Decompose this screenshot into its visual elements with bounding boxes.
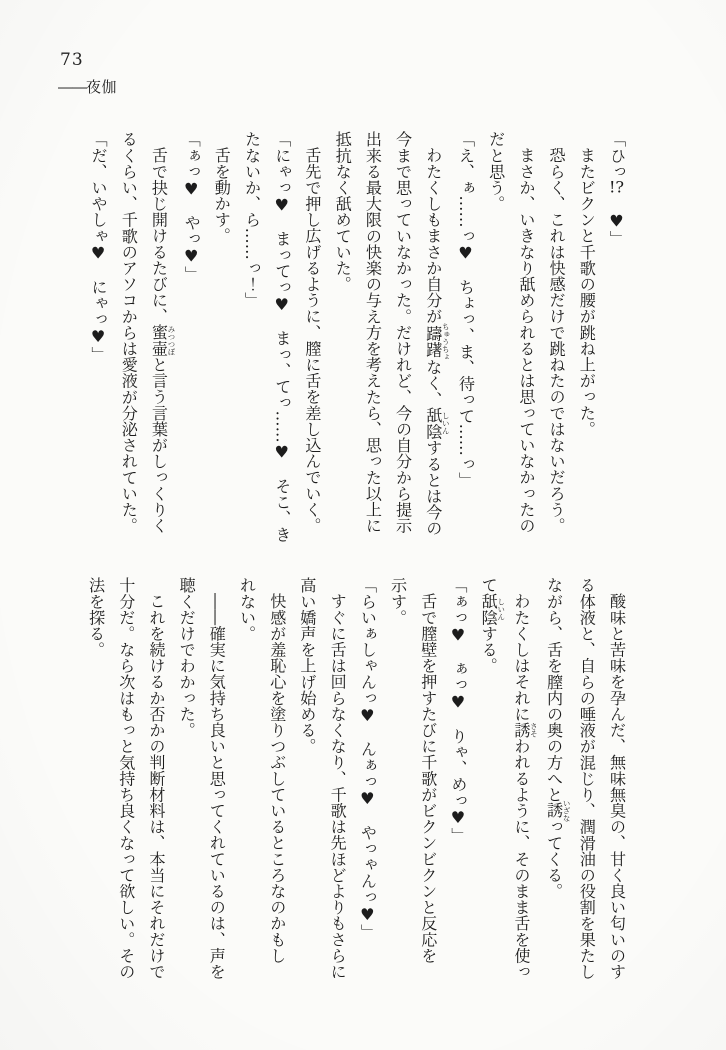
text-line: まさか、いきなり舐められるとは思っていなかったの — [516, 147, 536, 534]
text-line: わたくしはそれに誘 さそわれるように、そのまま舌を使っ — [511, 593, 539, 980]
running-head-dash: ―― — [58, 78, 86, 96]
text-line: ――確実に気持ち良いと思ってくれているのは、声を — [206, 593, 226, 980]
text-line: すぐに舌は回らなくなり、千歌は先ほどよりもさらに — [327, 593, 347, 980]
ruby-annotated-word: 誘 いざな — [544, 799, 572, 822]
ruby-annotated-word: 蜜壷 みつつぼ — [148, 324, 176, 357]
running-head-title: 夜伽 — [86, 78, 118, 96]
text-line: て舐陰 しいんする。 — [478, 577, 506, 674]
text-block-lower — [86, 577, 631, 981]
text-line: わたくしもまさか自分が躊躇 ちゅうちょなく、舐陰 しいんするとは今の — [423, 147, 451, 537]
text-line: 舌先で押し広げるように、膣に舌を差し込んでいく。 — [302, 147, 322, 534]
text-line: またビクンと千歌の腰が跳ね上がった。 — [576, 147, 596, 437]
ruby-annotated-word: 舐陰 しいん — [478, 593, 506, 626]
text-line: 「にゃっ♥ まってっ♥ まっ、てっ……♥ そこ、き — [272, 131, 292, 543]
text-line: 今まで思っていなかった。だけれど、今の自分から提示 — [393, 131, 413, 534]
text-line: 「ひっ!? ♥」 — [607, 131, 626, 247]
text-line: るくらい、千歌のアソコからは愛液が分泌されていた。 — [118, 131, 138, 534]
ruby-annotated-word: 舐陰 しいん — [423, 407, 451, 440]
text-line: 舌を動かす。 — [211, 147, 231, 244]
text-line: 恐らく、これは快感だけで跳ねたのではないだろう。 — [546, 147, 566, 534]
text-line: 「ぁっ♥ ぁっ♥ りゃ、めっ♥」 — [448, 577, 468, 844]
text-line: ながら、舌を膣内の奥の方へと誘 いざなってくる。 — [544, 577, 572, 900]
tate-chu-yoko: !? — [608, 179, 625, 196]
text-line: 高い嬌声を上げ始める。 — [297, 577, 317, 755]
text-line: る体液と、自らの唾液が混じり、潤滑油の役割を果たし — [576, 577, 596, 980]
text-line: 十分だ。なら次はもっと気持ち良くなって欲しい。その — [116, 577, 136, 980]
text-line: 聴くだけでわかった。 — [176, 577, 196, 738]
running-head — [58, 76, 117, 97]
text-line: 抵抗なく舐めていた。 — [332, 131, 352, 292]
text-line: 「だ、いやしゃ♥ にゃっ♥」 — [88, 131, 108, 363]
text-line: れない。 — [237, 577, 257, 642]
text-line: たないか、ら……っ！」 — [242, 131, 262, 309]
text-line: 「ぁっ♥ やっ♥」 — [181, 131, 201, 282]
text-line: 法を探る。 — [86, 577, 106, 658]
text-line: 舌で膣壁を押すたびに千歌がビクンビクンと反応を — [418, 593, 438, 964]
text-line: 「え、ぁ……っ♥ ちょっ、ま、待って……っ」 — [455, 131, 475, 489]
page-number: 73 — [60, 50, 84, 70]
text-line: 「らいぁしゃんっ♥ んぁっ♥ やっゃんっ♥」 — [357, 577, 377, 940]
ruby-annotated-word: 誘 さそ — [511, 721, 539, 739]
text-line: 快感が羞恥心を塗りつぶしているところなのかもし — [267, 593, 287, 964]
text-line: 酸味と苦味を孕んだ、無味無臭の、甘く良い匂いのす — [607, 593, 626, 980]
text-line: 示す。 — [388, 577, 408, 626]
text-line: これを続けるか否かの判断材料は、本当にそれだけで — [146, 593, 166, 980]
text-line: 舌で抉じ開けるたびに、蜜壷 みつつぼと言う言葉がしっくりく — [148, 147, 176, 534]
text-block-upper — [86, 131, 631, 543]
text-line: 出来る最大限の快楽の与え方を考えたら、思った以上に — [362, 131, 382, 534]
text-line: だと思う。 — [486, 131, 506, 212]
ruby-annotated-word: 躊躇 ちゅうちょ — [423, 322, 451, 361]
